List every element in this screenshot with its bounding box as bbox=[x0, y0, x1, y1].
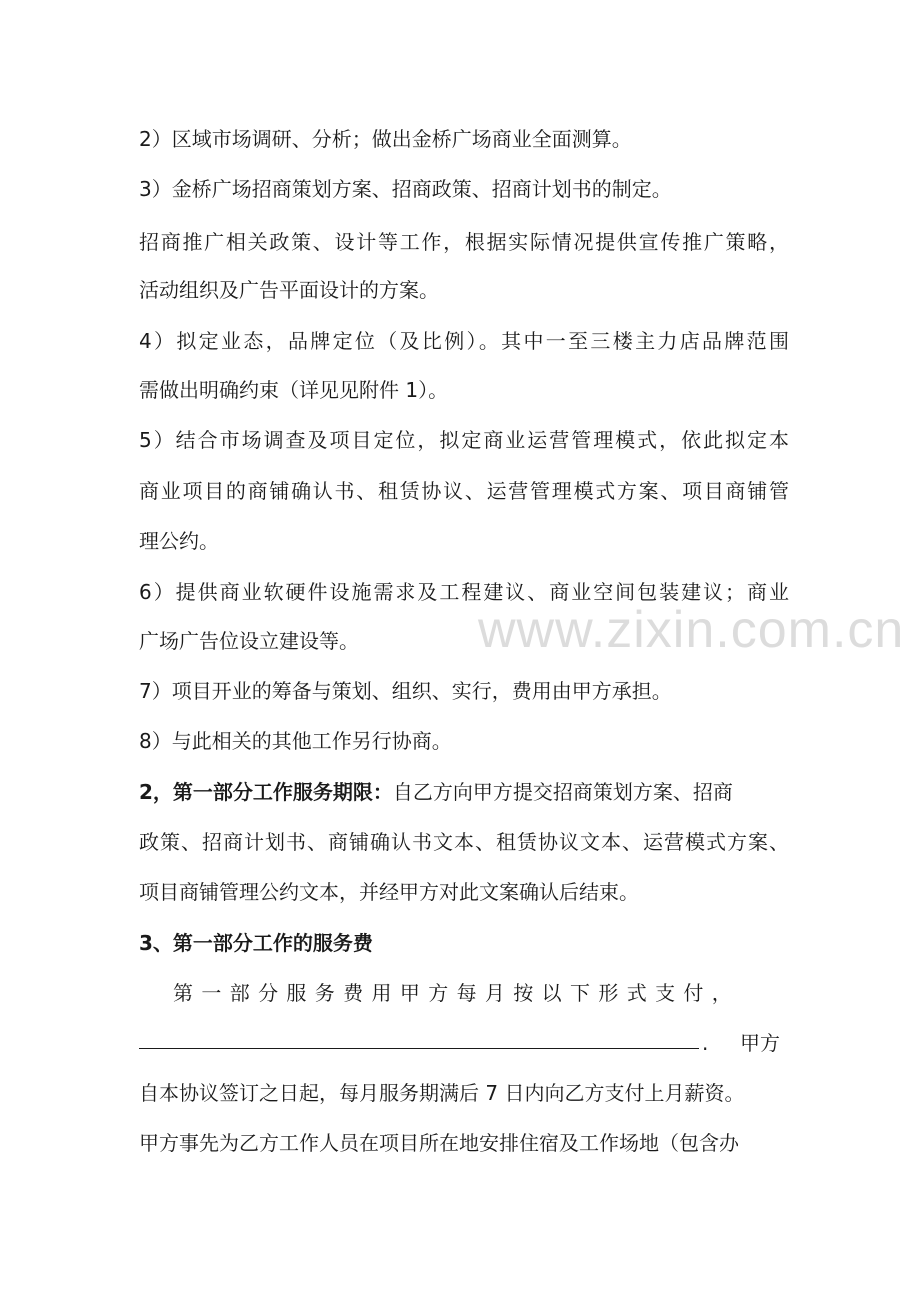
text-line: 4）拟定业态，品牌定位（及比例）。其中一至三楼主力店品牌范围 bbox=[139, 329, 789, 353]
text-line: 政策、招商计划书、商铺确认书文本、租赁协议文本、运营模式方案、 bbox=[139, 830, 789, 854]
text-line: 8）与此相关的其他工作另行协商。 bbox=[139, 729, 452, 753]
text-line: 需做出明确约束（详见见附件 1）。 bbox=[139, 378, 449, 402]
text-line: 第 一 部 分 服 务 费 用 甲 方 每 月 按 以 下 形 式 支 付 ， bbox=[173, 981, 733, 1005]
text-line: 6）提供商业软硬件设施需求及工程建议、商业空间包装建议；商业 bbox=[139, 580, 789, 604]
text-line: 2）区域市场调研、分析；做出金桥广场商业全面测算。 bbox=[139, 127, 632, 151]
text-fragment: 甲方 bbox=[740, 1031, 780, 1055]
text-line: 招商推广相关政策、设计等工作，根据实际情况提供宣传推广策略， bbox=[139, 230, 789, 254]
blank-period: . bbox=[702, 1031, 709, 1055]
text-line: 理公约。 bbox=[139, 529, 219, 553]
text-line: 自本协议签订之日起，每月服务期满后 7 日内向乙方支付上月薪资。 bbox=[139, 1081, 745, 1105]
section-3-heading: 3、第一部分工作的服务费 bbox=[139, 931, 373, 955]
fill-in-blank bbox=[139, 1048, 699, 1049]
section-2-line bbox=[139, 778, 789, 806]
section-2-heading: 2，第一部分工作服务期限： bbox=[139, 780, 393, 804]
watermark: www.zixin.com.cn bbox=[478, 601, 905, 659]
text-line: 活动组织及广告平面设计的方案。 bbox=[139, 278, 439, 302]
text-line: 7）项目开业的筹备与策划、组织、实行，费用由甲方承担。 bbox=[139, 679, 672, 703]
text-line: 3）金桥广场招商策划方案、招商政策、招商计划书的制定。 bbox=[139, 177, 672, 201]
section-2-text: 自乙方向甲方提交招商策划方案、招商 bbox=[392, 780, 733, 804]
text-line: 5）结合市场调查及项目定位，拟定商业运营管理模式，依此拟定本 bbox=[139, 428, 789, 452]
text-line: 项目商铺管理公约文本，并经甲方对此文案确认后结束。 bbox=[139, 880, 639, 904]
text-line: 甲方事先为乙方工作人员在项目所在地安排住宿及工作场地（包含办 bbox=[139, 1131, 739, 1155]
text-line: 广场广告位设立建设等。 bbox=[139, 629, 359, 653]
text-line: 商业项目的商铺确认书、租赁协议、运营管理模式方案、项目商铺管 bbox=[139, 479, 789, 503]
